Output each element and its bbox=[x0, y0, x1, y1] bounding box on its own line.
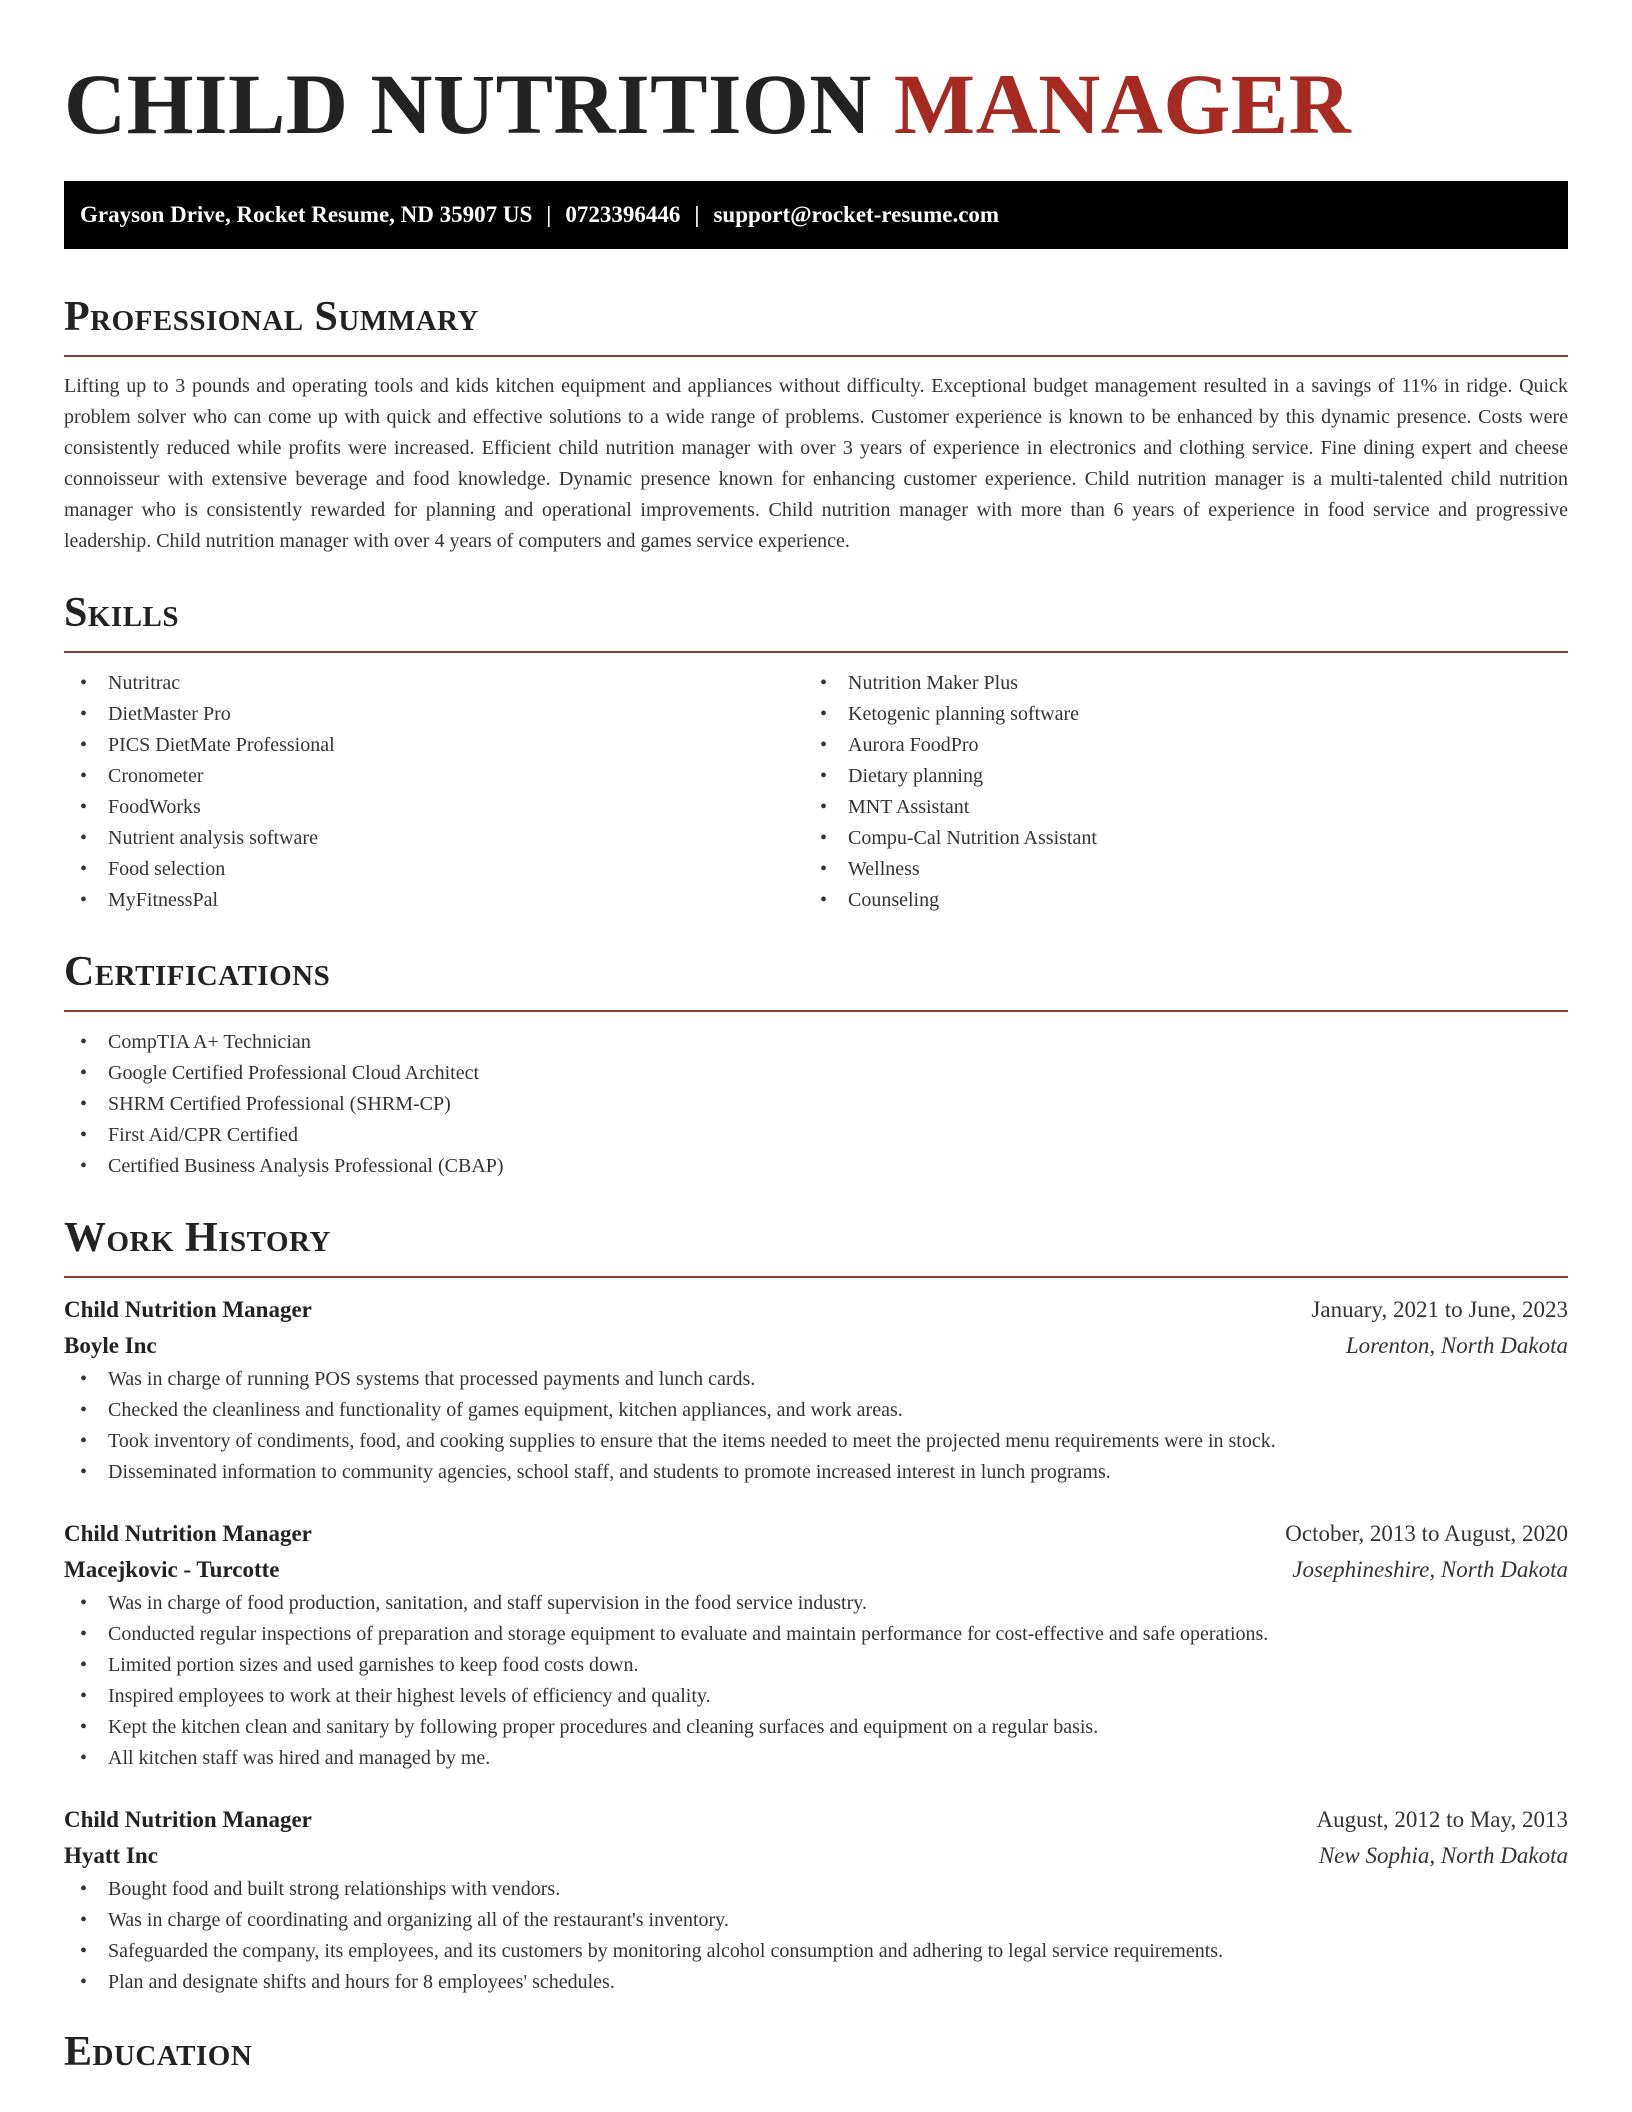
certifications-section bbox=[64, 948, 1568, 1182]
skills-list-right bbox=[804, 668, 1544, 916]
job-duty-item: • Took inventory of condiments, food, and cooking supplies to ensure that the items needed to meet the projected menu requirements were in stock. bbox=[64, 1426, 1568, 1457]
job-entry bbox=[64, 1516, 1568, 1774]
section-heading-skills: Skills bbox=[64, 590, 180, 636]
skill-item: • PICS DietMate Professional bbox=[64, 730, 804, 761]
job-dates: January, 2021 to June, 2023 bbox=[1311, 1297, 1568, 1322]
section-divider bbox=[64, 651, 1568, 653]
job-header-row bbox=[64, 1292, 1568, 1328]
job-duty-item: • Checked the cleanliness and functionality of games equipment, kitchen appliances, and work areas. bbox=[64, 1395, 1568, 1426]
section-divider bbox=[64, 355, 1568, 357]
job-duty-item: • Plan and designate shifts and hours for 8 employees' schedules. bbox=[64, 1967, 1568, 1998]
job-entry bbox=[64, 1292, 1568, 1488]
skill-item: • Food selection bbox=[64, 854, 804, 885]
certification-item: • First Aid/CPR Certified bbox=[64, 1120, 1568, 1151]
title-part-2: MANAGER bbox=[893, 56, 1352, 152]
skills-section bbox=[64, 589, 1568, 916]
job-entry bbox=[64, 1802, 1568, 1998]
contact-email: support@rocket-resume.com bbox=[713, 202, 1000, 227]
job-duties-list bbox=[64, 1874, 1568, 1998]
section-heading-summary: Professional Summary bbox=[64, 294, 479, 340]
skill-item: • Cronometer bbox=[64, 761, 804, 792]
job-duty-item: • Disseminated information to community agencies, school staff, and students to promote increased interest in lunch programs. bbox=[64, 1457, 1568, 1488]
skill-item: • MNT Assistant bbox=[804, 792, 1544, 823]
job-duty-item: • Safeguarded the company, its employees, and its customers by monitoring alcohol consumption and adhering to legal service requirements. bbox=[64, 1936, 1568, 1967]
education-section bbox=[64, 2028, 1568, 2076]
job-duty-item: • Limited portion sizes and used garnishes to keep food costs down. bbox=[64, 1650, 1568, 1681]
skill-item: • Nutritrac bbox=[64, 668, 804, 699]
contact-phone: 0723396446 bbox=[565, 202, 681, 227]
job-duty-item: • Kept the kitchen clean and sanitary by following proper procedures and cleaning surfaces and equipment on a regular basis. bbox=[64, 1712, 1568, 1743]
summary-text: Lifting up to 3 pounds and operating tools and kids kitchen equipment and appliances without difficulty. Exceptional budget management resulted in a savings of 11% in ridge. Quick problem solver who can come up with quick and effective solutions to a wide range of problems. Customer experience is known to be enhanced by this dynamic presence. Costs were consistently reduced while profits were increased. Efficient child nutrition manager with over 3 years of experience in electronics and clothing service. Fine dining expert and cheese connoisseur with extensive beverage and food knowledge. Dynamic presence known for enhancing customer experience. Child nutrition manager is a multi-talented child nutrition manager who is consistently rewarded for planning and operational improvements. Child nutrition manager with more than 6 years of experience in food service and progressive leadership. Child nutrition manager with over 4 years of computers and games service experience. bbox=[64, 375, 1568, 552]
job-dates: August, 2012 to May, 2013 bbox=[1316, 1807, 1568, 1832]
job-duty-item: • Was in charge of coordinating and organizing all of the restaurant's inventory. bbox=[64, 1905, 1568, 1936]
section-heading-certifications: Certifications bbox=[64, 949, 331, 995]
skill-item: • Nutrition Maker Plus bbox=[804, 668, 1544, 699]
section-heading-education: Education bbox=[64, 2029, 253, 2075]
certification-item: • Google Certified Professional Cloud Architect bbox=[64, 1058, 1568, 1089]
resume-title bbox=[64, 58, 1568, 150]
job-company: Macejkovic - Turcotte bbox=[64, 1557, 280, 1582]
job-duties-list bbox=[64, 1588, 1568, 1774]
job-company: Boyle Inc bbox=[64, 1333, 157, 1358]
skill-item: • Nutrient analysis software bbox=[64, 823, 804, 854]
job-company: Hyatt Inc bbox=[64, 1843, 158, 1868]
certification-item: • CompTIA A+ Technician bbox=[64, 1027, 1568, 1058]
title-part-1: CHILD NUTRITION bbox=[64, 56, 872, 152]
contact-bar bbox=[64, 181, 1568, 249]
contact-address: Grayson Drive, Rocket Resume, ND 35907 US bbox=[80, 202, 533, 227]
job-duties-list bbox=[64, 1364, 1568, 1488]
job-title: Child Nutrition Manager bbox=[64, 1521, 312, 1546]
skills-columns bbox=[64, 668, 1568, 916]
job-location: Josephineshire, North Dakota bbox=[1292, 1557, 1568, 1582]
skill-item: • Wellness bbox=[804, 854, 1544, 885]
resume-page bbox=[64, 0, 1568, 2076]
job-subheader-row bbox=[64, 1328, 1568, 1364]
job-duty-item: • All kitchen staff was hired and managed by me. bbox=[64, 1743, 1568, 1774]
job-subheader-row bbox=[64, 1552, 1568, 1588]
job-duty-item: • Conducted regular inspections of preparation and storage equipment to evaluate and maintain performance for cost-effective and safe operations. bbox=[64, 1619, 1568, 1650]
certifications-list bbox=[64, 1027, 1568, 1182]
job-title: Child Nutrition Manager bbox=[64, 1297, 312, 1322]
job-duty-item: • Inspired employees to work at their highest levels of efficiency and quality. bbox=[64, 1681, 1568, 1712]
contact-separator: | bbox=[546, 202, 552, 227]
skill-item: • DietMaster Pro bbox=[64, 699, 804, 730]
job-duty-item: • Bought food and built strong relationships with vendors. bbox=[64, 1874, 1568, 1905]
certification-item: • Certified Business Analysis Professional (CBAP) bbox=[64, 1151, 1568, 1182]
work-history-section bbox=[64, 1214, 1568, 1998]
job-header-row bbox=[64, 1516, 1568, 1552]
skill-item: • MyFitnessPal bbox=[64, 885, 804, 916]
job-dates: October, 2013 to August, 2020 bbox=[1285, 1521, 1568, 1546]
job-duty-item: • Was in charge of running POS systems that processed payments and lunch cards. bbox=[64, 1364, 1568, 1395]
section-divider bbox=[64, 1276, 1568, 1278]
contact-separator: | bbox=[694, 202, 700, 227]
job-header-row bbox=[64, 1802, 1568, 1838]
job-title: Child Nutrition Manager bbox=[64, 1807, 312, 1832]
skills-list-left bbox=[64, 668, 804, 916]
job-duty-item: • Was in charge of food production, sanitation, and staff supervision in the food service industry. bbox=[64, 1588, 1568, 1619]
job-subheader-row bbox=[64, 1838, 1568, 1874]
section-divider bbox=[64, 1010, 1568, 1012]
skill-item: • Aurora FoodPro bbox=[804, 730, 1544, 761]
skill-item: • Counseling bbox=[804, 885, 1544, 916]
job-location: Lorenton, North Dakota bbox=[1345, 1333, 1568, 1358]
skill-item: • Compu-Cal Nutrition Assistant bbox=[804, 823, 1544, 854]
job-location: New Sophia, North Dakota bbox=[1318, 1843, 1568, 1868]
skill-item: • Ketogenic planning software bbox=[804, 699, 1544, 730]
section-heading-work-history: Work History bbox=[64, 1215, 331, 1261]
skill-item: • FoodWorks bbox=[64, 792, 804, 823]
skill-item: • Dietary planning bbox=[804, 761, 1544, 792]
professional-summary-section bbox=[64, 293, 1568, 557]
certification-item: • SHRM Certified Professional (SHRM-CP) bbox=[64, 1089, 1568, 1120]
